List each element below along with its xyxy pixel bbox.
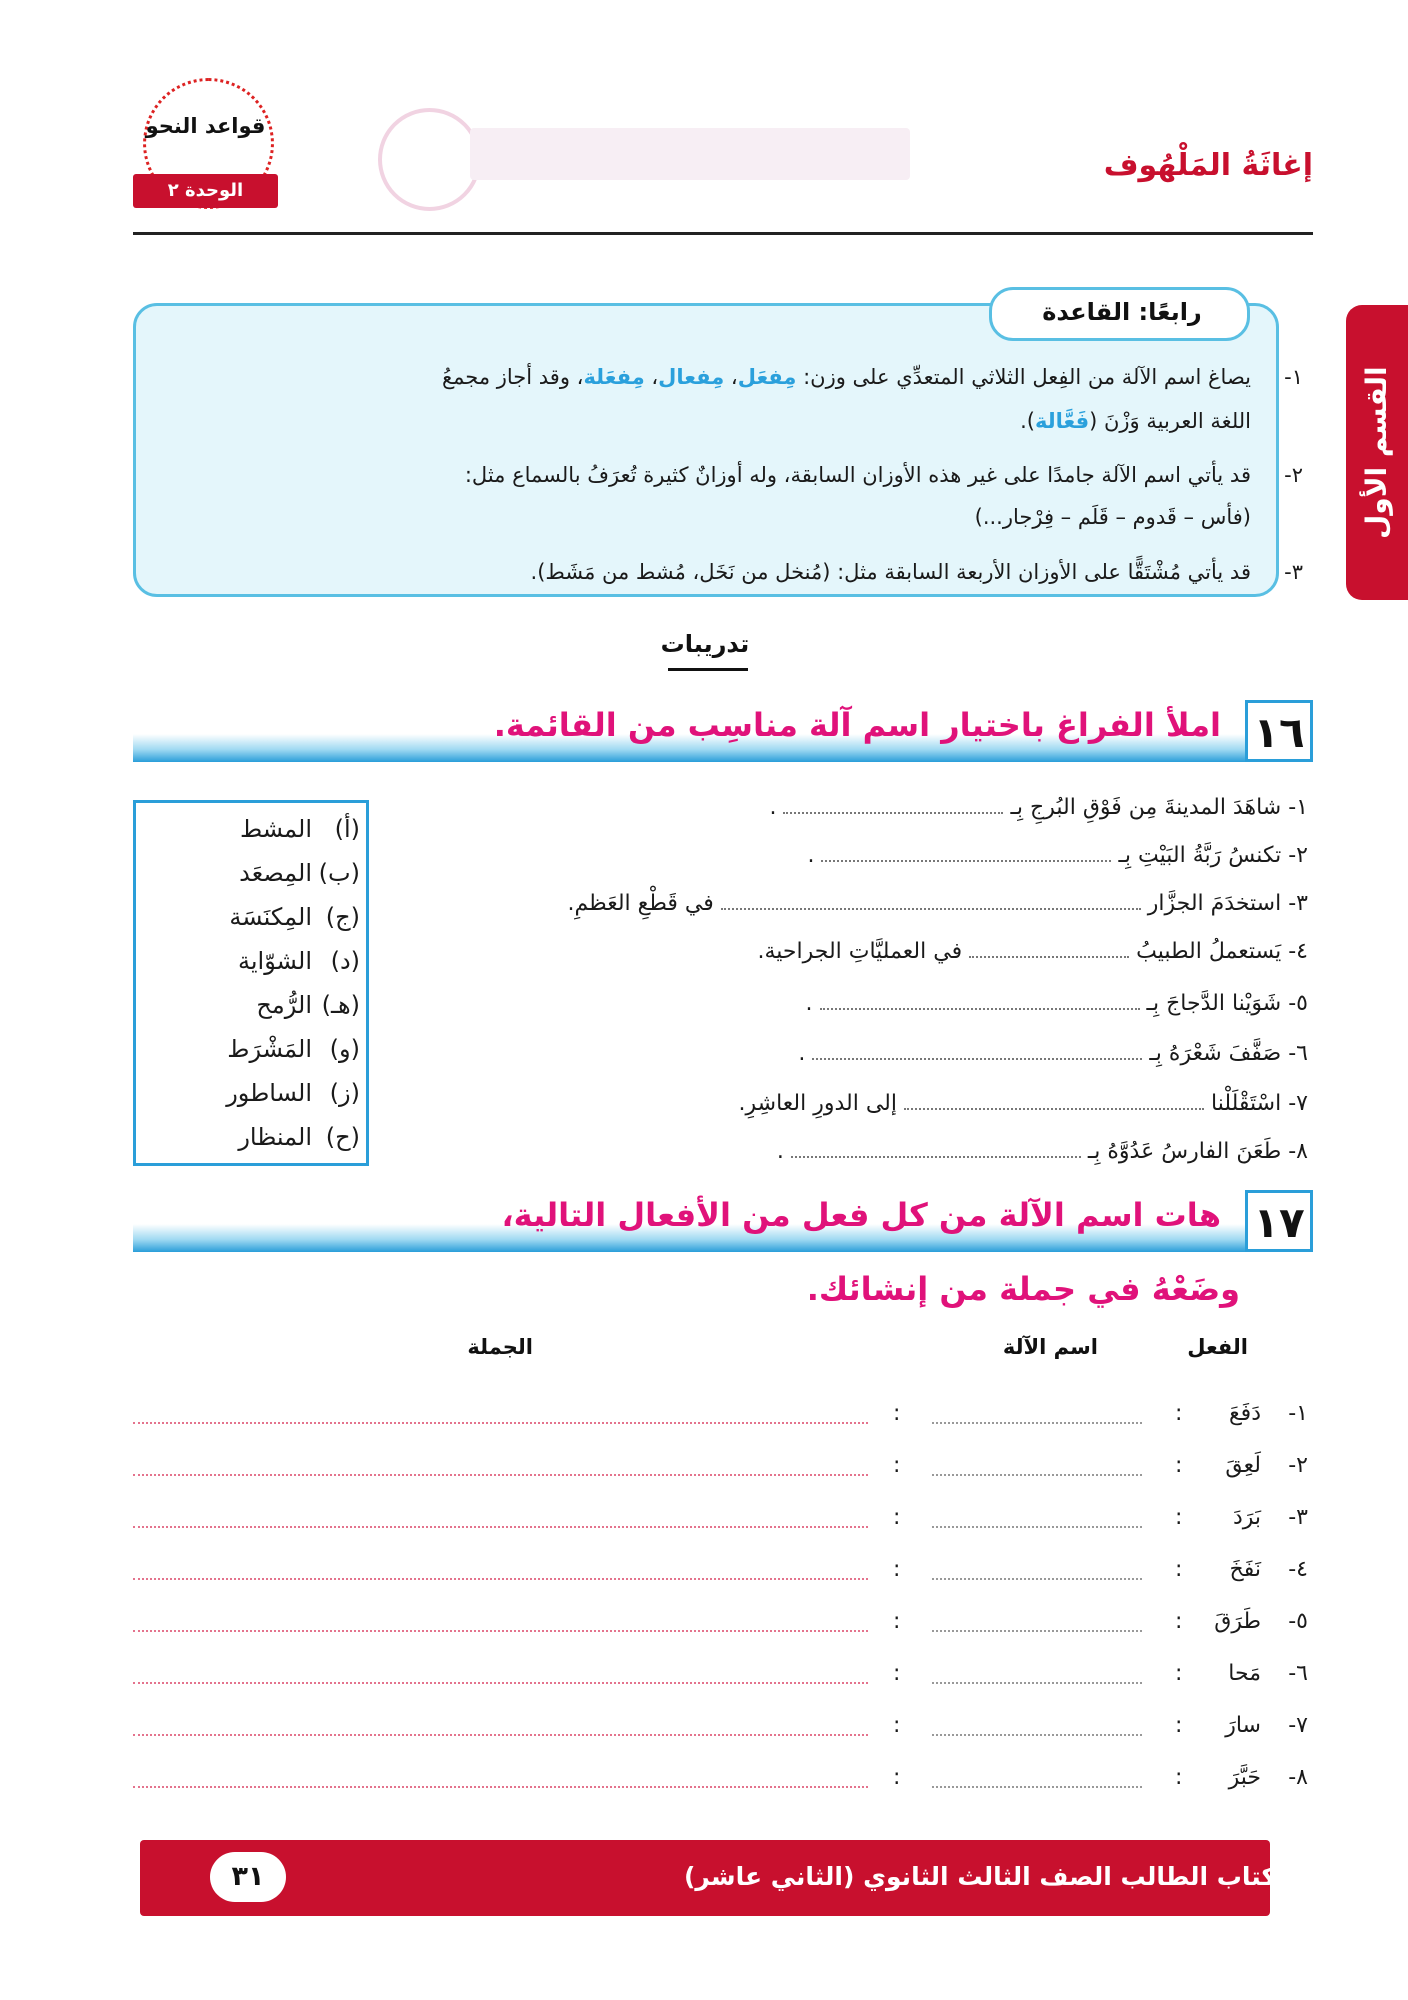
verb: سارَ — [1225, 1713, 1261, 1738]
row-number: ٨- — [1288, 1765, 1308, 1790]
side-tab-label: القسم الأول — [1360, 366, 1393, 539]
fill-item-5: ٥- شَوَيْنا الدَّجاجَ بِـ . — [806, 982, 1308, 1022]
rule-box — [133, 303, 1279, 597]
drills-heading: تدريبات — [660, 630, 750, 658]
separator-colon: : — [1175, 1661, 1183, 1686]
answer-blank[interactable] — [812, 1032, 1142, 1060]
separator-colon: : — [893, 1609, 901, 1634]
exercise-title: املأ الفراغ باختيار اسم آلة مناسِب من القائمة. — [493, 706, 1221, 744]
sentence-blank[interactable] — [133, 1472, 868, 1476]
separator-colon: : — [893, 1401, 901, 1426]
sentence-blank[interactable] — [133, 1576, 868, 1580]
footer-book-title: كتاب الطالب الصف الثالث الثانوي (الثاني عاشر) — [684, 1862, 1276, 1891]
fill-item-7: ٧- اسْتَقْلَلْنا إلى الدورِ العاشِرِ. — [739, 1082, 1308, 1122]
unit-label: الوحدة ٢ — [133, 174, 278, 208]
separator-colon: : — [1175, 1453, 1183, 1478]
exercise-number: ١٦ — [1245, 700, 1313, 762]
tool-name-blank[interactable] — [932, 1472, 1142, 1476]
sentence-blank[interactable] — [133, 1524, 868, 1528]
table-row — [0, 1758, 1408, 1802]
table-row — [0, 1654, 1408, 1698]
drills-underline — [668, 668, 748, 671]
answer-blank[interactable] — [969, 930, 1129, 958]
answer-blank[interactable] — [721, 882, 1141, 910]
option-item: (ب)المِصعَد — [239, 859, 360, 887]
verb: نَفَخَ — [1229, 1557, 1261, 1582]
options-list — [133, 800, 369, 1166]
watermark-circle — [378, 108, 481, 211]
verb: دَفَعَ — [1228, 1401, 1261, 1426]
table-row — [0, 1498, 1408, 1542]
separator-colon: : — [893, 1765, 901, 1790]
verb: لَعِقَ — [1225, 1453, 1261, 1478]
separator-colon: : — [893, 1661, 901, 1686]
tool-name-blank[interactable] — [932, 1732, 1142, 1736]
row-number: ٤- — [1288, 1557, 1308, 1582]
badge-title: قواعد النحو — [145, 114, 266, 138]
option-item: (ز)الساطور — [226, 1079, 360, 1107]
fill-item-8: ٨- طَعَنَ الفارسُ عَدُوَّهُ بِـ . — [777, 1130, 1308, 1170]
rule-item-1: ١-يصاغ اسم الآلة من الفِعل الثلاثي المتعدِّي على وزن: مِفعَل، مِفعال، مِفعَلة، وقد أجاز مجمعُ — [441, 365, 1303, 389]
option-item: (أ)المشط — [239, 815, 360, 843]
row-number: ٢- — [1288, 1453, 1308, 1478]
row-number: ٣- — [1288, 1505, 1308, 1530]
answer-blank[interactable] — [783, 786, 1003, 814]
exercise-title-line-2: وضَعْهُ في جملة من إنشائك. — [806, 1270, 1240, 1308]
answer-blank[interactable] — [791, 1130, 1081, 1158]
separator-colon: : — [1175, 1609, 1183, 1634]
rule-item-3: ٣-قد يأتي مُشْتَقًّا على الأوزان الأربعة السابقة مثل: (مُنخل من نَخَل، مُشط من مَشَط). — [530, 560, 1303, 584]
table-row — [0, 1394, 1408, 1438]
fill-item-6: ٦- صَفَّفَ شَعْرَهُ بِـ . — [798, 1032, 1308, 1072]
table-row — [0, 1602, 1408, 1646]
tool-name-blank[interactable] — [932, 1628, 1142, 1632]
rule-item-2-cont: (فأس – قَدوم – قَلَم – فِرْجار...) — [974, 505, 1251, 529]
tool-name-blank[interactable] — [932, 1524, 1142, 1528]
exercise-17-header — [133, 1190, 1313, 1252]
sentence-blank[interactable] — [133, 1784, 868, 1788]
lesson-title: إغاثَةُ المَلْهُوف — [1103, 148, 1313, 183]
exercise-number: ١٧ — [1245, 1190, 1313, 1252]
verb: طَرَقَ — [1214, 1609, 1261, 1634]
row-number: ٥- — [1288, 1609, 1308, 1634]
option-item: (د)الشوّاية — [237, 947, 360, 975]
fill-item-4: ٤- يَستعملُ الطبيبُ في العمليَّاتِ الجراحية. — [757, 930, 1308, 970]
option-item: (هـ)الرُّمح — [256, 991, 360, 1019]
rule-item-1-cont: اللغة العربية وَزْنَ (فَعَّالة). — [1020, 409, 1251, 433]
watermark-banner — [470, 128, 910, 180]
verb: بَرَدَ — [1232, 1505, 1261, 1530]
answer-blank[interactable] — [904, 1082, 1204, 1110]
separator-colon: : — [893, 1713, 901, 1738]
row-number: ٦- — [1288, 1661, 1308, 1686]
fill-item-3: ٣- استخدَمَ الجزَّار في قَطْعِ العَظمِ. — [568, 882, 1308, 922]
fill-item-1: ١- شاهَدَ المدينةَ مِن فَوْقِ البُرجِ بِـ . — [769, 786, 1308, 826]
column-tool-name: اسم الآلة — [1002, 1335, 1098, 1359]
tool-name-blank[interactable] — [932, 1576, 1142, 1580]
answer-blank[interactable] — [821, 834, 1111, 862]
rule-title: رابعًا: القاعدة — [1042, 298, 1202, 326]
column-sentence: الجملة — [467, 1335, 533, 1359]
separator-colon: : — [893, 1453, 901, 1478]
option-item: (و)المَشْرَط — [227, 1035, 360, 1063]
exercise-16-header — [133, 700, 1313, 762]
rule-item-2: ٢-قد يأتي اسم الآلة جامدًا على غير هذه الأوزان السابقة، وله أوزانٌ كثيرة تُعرَفُ بالسماع مثل: — [464, 463, 1303, 487]
sentence-blank[interactable] — [133, 1680, 868, 1684]
answer-blank[interactable] — [820, 982, 1140, 1010]
option-item: (ج)المِكنَسَة — [229, 903, 360, 931]
row-number: ١- — [1288, 1401, 1308, 1426]
verb: مَحا — [1228, 1661, 1261, 1686]
sentence-blank[interactable] — [133, 1628, 868, 1632]
separator-colon: : — [1175, 1557, 1183, 1582]
exercise-title: هات اسم الآلة من كل فعل من الأفعال التالية، — [501, 1196, 1221, 1234]
separator-colon: : — [1175, 1401, 1183, 1426]
table-row — [0, 1706, 1408, 1750]
header-divider — [133, 232, 1313, 235]
tool-name-blank[interactable] — [932, 1680, 1142, 1684]
table-row — [0, 1550, 1408, 1594]
fill-item-2: ٢- تكنسُ رَبَّةُ البَيْتِ بِـ . — [807, 834, 1308, 874]
section-badge — [133, 78, 273, 208]
separator-colon: : — [1175, 1713, 1183, 1738]
page-number: ٣١ — [210, 1852, 286, 1902]
separator-colon: : — [893, 1505, 901, 1530]
separator-colon: : — [893, 1557, 901, 1582]
sentence-blank[interactable] — [133, 1732, 868, 1736]
table-row — [0, 1446, 1408, 1490]
option-item: (ح)المنظار — [238, 1123, 360, 1151]
separator-colon: : — [1175, 1505, 1183, 1530]
row-number: ٧- — [1288, 1713, 1308, 1738]
sentence-blank[interactable] — [133, 1420, 868, 1424]
tool-name-blank[interactable] — [932, 1784, 1142, 1788]
separator-colon: : — [1175, 1765, 1183, 1790]
column-verb: الفعل — [1187, 1335, 1248, 1359]
verb: حَبَّرَ — [1228, 1765, 1261, 1790]
tool-name-blank[interactable] — [932, 1420, 1142, 1424]
